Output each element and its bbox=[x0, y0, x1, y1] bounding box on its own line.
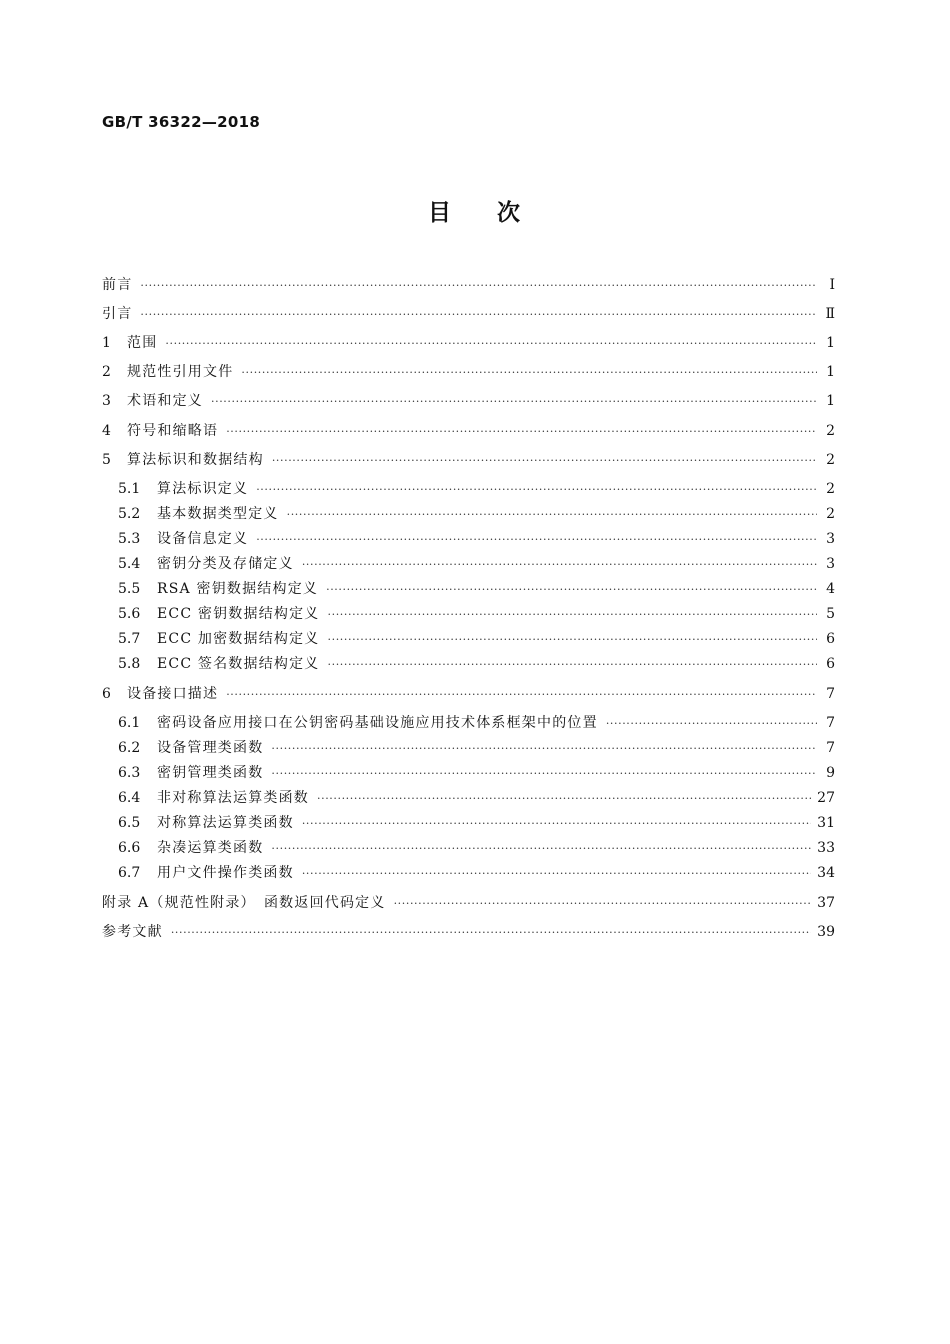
toc-entry-number: 3 bbox=[102, 393, 111, 409]
toc-entry-label: 非对称算法运算类函数 bbox=[157, 790, 309, 806]
toc-entry-6-5[interactable] bbox=[118, 813, 835, 833]
toc-entry-label: 前言 bbox=[102, 277, 133, 293]
toc-entry-label: 参考文献 bbox=[102, 924, 163, 940]
standard-number: GB/T 36322—2018 bbox=[102, 113, 261, 131]
toc-entry-label: 范围 bbox=[127, 335, 158, 351]
toc-entry-3[interactable] bbox=[102, 391, 835, 411]
toc-entry-introduction[interactable] bbox=[102, 304, 835, 324]
toc-entry-foreword[interactable] bbox=[102, 275, 835, 295]
toc-entry-label: 术语和定义 bbox=[127, 393, 203, 409]
toc-entry-page: 2 bbox=[826, 452, 835, 468]
toc-entry-number: 5.5 bbox=[118, 581, 141, 597]
toc-entry-number: 1 bbox=[102, 335, 111, 351]
toc-entry-page: 1 bbox=[826, 393, 835, 409]
page-title-char-1: 目 bbox=[428, 200, 453, 226]
toc-entry-label: 算法标识定义 bbox=[157, 481, 249, 497]
toc-entry-page: 7 bbox=[826, 740, 835, 756]
toc-entry-label: 密码设备应用接口在公钥密码基础设施应用技术体系框架中的位置 bbox=[157, 715, 598, 731]
toc-entry-label: 设备接口描述 bbox=[127, 686, 219, 702]
toc-entry-number: 5.3 bbox=[118, 531, 141, 547]
toc-entry-6[interactable] bbox=[102, 684, 835, 704]
page-title-char-2: 次 bbox=[497, 200, 522, 226]
toc-entry-6-1[interactable] bbox=[118, 713, 835, 733]
leader-dots bbox=[394, 894, 812, 914]
leader-dots bbox=[326, 580, 817, 600]
leader-dots bbox=[211, 392, 817, 412]
toc-entry-label: 引言 bbox=[102, 306, 133, 322]
leader-dots bbox=[165, 334, 817, 354]
toc-entry-references[interactable] bbox=[102, 922, 835, 942]
toc-entry-label: RSA 密钥数据结构定义 bbox=[157, 581, 319, 597]
toc-entry-number: 5.6 bbox=[118, 606, 141, 622]
toc-entry-number: 6.7 bbox=[118, 865, 141, 881]
toc-entry-number: 6.1 bbox=[118, 715, 141, 731]
toc-entry-page: 6 bbox=[826, 656, 835, 672]
leader-dots bbox=[328, 605, 818, 625]
toc-entry-page: 39 bbox=[817, 924, 835, 940]
toc-entry-number: 5.8 bbox=[118, 656, 141, 672]
toc-entry-label: 用户文件操作类函数 bbox=[157, 865, 294, 881]
toc-entry-1[interactable] bbox=[102, 333, 835, 353]
leader-dots bbox=[328, 630, 818, 650]
toc-entry-6-2[interactable] bbox=[118, 738, 835, 758]
leader-dots bbox=[140, 305, 817, 325]
leader-dots bbox=[302, 814, 811, 834]
toc-entry-2[interactable] bbox=[102, 362, 835, 382]
toc-entry-5-1[interactable] bbox=[118, 479, 835, 499]
toc-entry-number: 5.2 bbox=[118, 506, 141, 522]
toc-entry-label: ECC 加密数据结构定义 bbox=[157, 631, 320, 647]
toc-entry-page: 2 bbox=[826, 506, 835, 522]
toc-entry-number: 6.6 bbox=[118, 840, 141, 856]
toc-entry-4[interactable] bbox=[102, 421, 835, 441]
leader-dots bbox=[226, 685, 817, 705]
toc-entry-page: 9 bbox=[826, 765, 835, 781]
toc-entry-page: 4 bbox=[826, 581, 835, 597]
toc-entry-label: 算法标识和数据结构 bbox=[127, 452, 264, 468]
toc-entry-page: 7 bbox=[826, 686, 835, 702]
toc-entry-number: 2 bbox=[102, 364, 111, 380]
toc-entry-page: 31 bbox=[817, 815, 835, 831]
leader-dots bbox=[171, 923, 811, 943]
leader-dots bbox=[287, 505, 817, 525]
leader-dots bbox=[226, 422, 817, 442]
leader-dots bbox=[302, 864, 811, 884]
toc-entry-5-8[interactable] bbox=[118, 654, 835, 674]
toc-entry-6-4[interactable] bbox=[118, 788, 835, 808]
toc-entry-number: 4 bbox=[102, 423, 111, 439]
toc-entry-5-7[interactable] bbox=[118, 629, 835, 649]
toc-entry-label: ECC 密钥数据结构定义 bbox=[157, 606, 320, 622]
toc-entry-page: 37 bbox=[817, 895, 835, 911]
toc-entry-page: 3 bbox=[826, 531, 835, 547]
toc-entry-page: 3 bbox=[826, 556, 835, 572]
toc-entry-5-4[interactable] bbox=[118, 554, 835, 574]
toc-entry-number: 5 bbox=[102, 452, 111, 468]
leader-dots bbox=[271, 764, 817, 784]
toc-entry-page: 5 bbox=[826, 606, 835, 622]
leader-dots bbox=[317, 789, 811, 809]
toc-entry-number: 6.4 bbox=[118, 790, 141, 806]
leader-dots bbox=[256, 480, 817, 500]
toc-entry-6-3[interactable] bbox=[118, 763, 835, 783]
toc-entry-5-2[interactable] bbox=[118, 504, 835, 524]
toc-entry-label: 密钥管理类函数 bbox=[157, 765, 264, 781]
leader-dots bbox=[302, 555, 817, 575]
toc-entry-5-5[interactable] bbox=[118, 579, 835, 599]
leader-dots bbox=[140, 276, 817, 296]
toc-entry-label: 基本数据类型定义 bbox=[157, 506, 279, 522]
toc-entry-page: 2 bbox=[826, 481, 835, 497]
leader-dots bbox=[241, 363, 817, 383]
toc-entry-label: 规范性引用文件 bbox=[127, 364, 234, 380]
toc-entry-label: 附录 A（规范性附录） 函数返回代码定义 bbox=[102, 895, 386, 911]
leader-dots bbox=[271, 839, 811, 859]
toc-entry-5-6[interactable] bbox=[118, 604, 835, 624]
leader-dots bbox=[271, 739, 817, 759]
toc-entry-5[interactable] bbox=[102, 450, 835, 470]
toc-entry-page: 7 bbox=[826, 715, 835, 731]
toc-entry-page: 34 bbox=[817, 865, 835, 881]
toc-entry-number: 5.7 bbox=[118, 631, 141, 647]
toc-entry-number: 6.5 bbox=[118, 815, 141, 831]
toc-entry-label: 对称算法运算类函数 bbox=[157, 815, 294, 831]
toc-entry-label: 杂凑运算类函数 bbox=[157, 840, 264, 856]
toc-entry-label: ECC 签名数据结构定义 bbox=[157, 656, 320, 672]
toc-entry-label: 设备信息定义 bbox=[157, 531, 249, 547]
page-title bbox=[0, 194, 950, 227]
toc-entry-label: 设备管理类函数 bbox=[157, 740, 264, 756]
toc-entry-page: Ⅱ bbox=[825, 306, 835, 322]
leader-dots bbox=[328, 655, 818, 675]
toc-entry-page: 1 bbox=[826, 335, 835, 351]
toc-entry-page: Ⅰ bbox=[829, 277, 835, 293]
toc-entry-appendix-a[interactable] bbox=[102, 893, 835, 913]
leader-dots bbox=[256, 530, 817, 550]
toc-entry-page: 1 bbox=[826, 364, 835, 380]
toc-entry-number: 5.1 bbox=[118, 481, 141, 497]
leader-dots bbox=[272, 451, 817, 471]
toc-entry-page: 33 bbox=[817, 840, 835, 856]
toc-entry-label: 密钥分类及存储定义 bbox=[157, 556, 294, 572]
toc-entry-page: 6 bbox=[826, 631, 835, 647]
toc-entry-number: 5.4 bbox=[118, 556, 141, 572]
toc-entry-number: 6.3 bbox=[118, 765, 141, 781]
toc-entry-6-6[interactable] bbox=[118, 838, 835, 858]
toc-entry-number: 6.2 bbox=[118, 740, 141, 756]
toc-entry-5-3[interactable] bbox=[118, 529, 835, 549]
toc-entry-page: 2 bbox=[826, 423, 835, 439]
toc-entry-label: 符号和缩略语 bbox=[127, 423, 219, 439]
toc-entry-page: 27 bbox=[817, 790, 835, 806]
leader-dots bbox=[606, 714, 817, 734]
toc-entry-number: 6 bbox=[102, 686, 111, 702]
toc-entry-6-7[interactable] bbox=[118, 863, 835, 883]
